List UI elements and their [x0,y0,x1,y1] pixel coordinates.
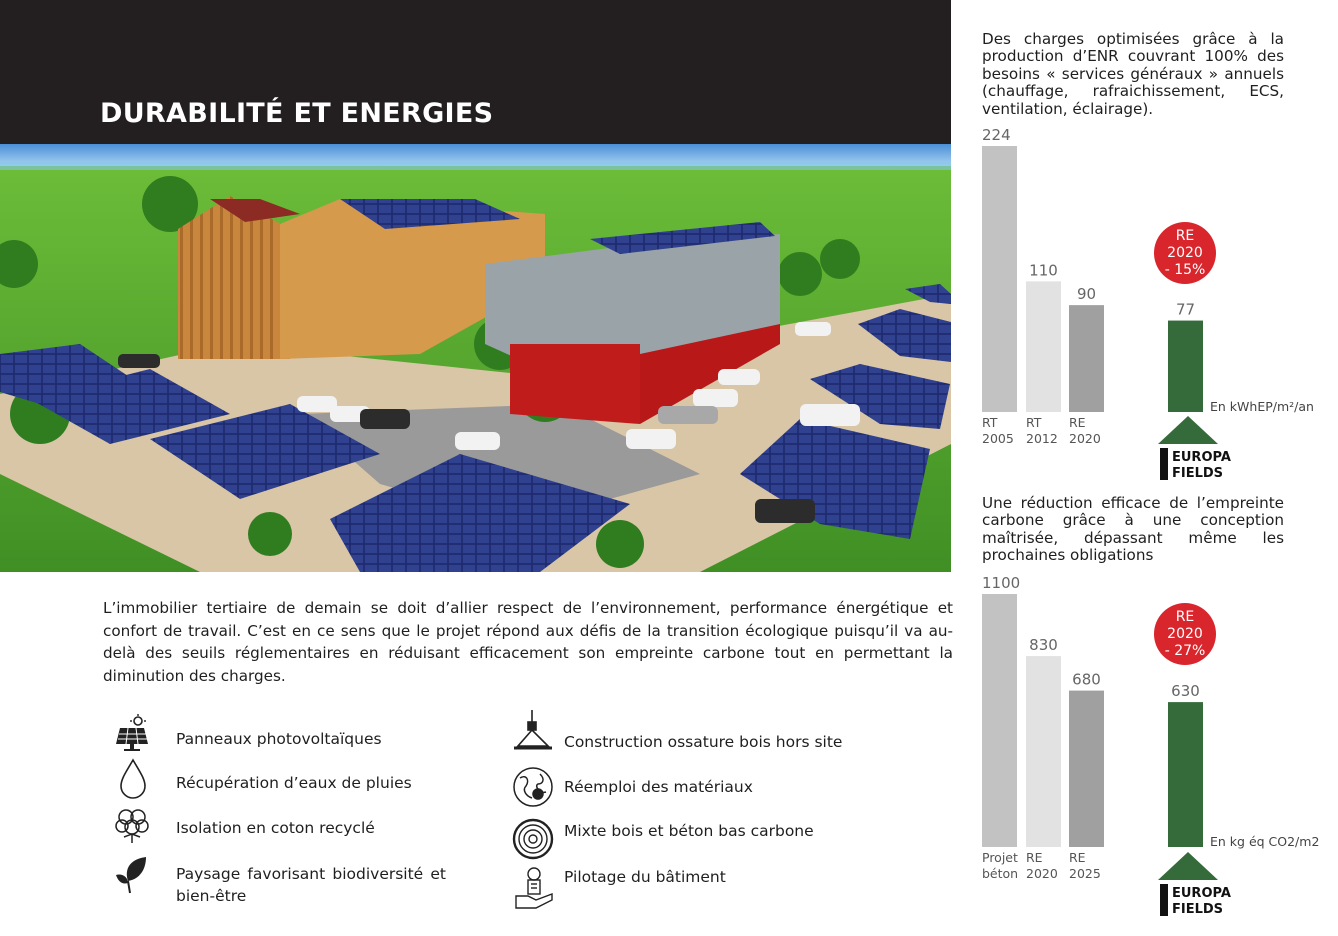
badge-text: 2020 [1167,245,1203,261]
logo-triangle [1158,852,1218,880]
bar-value-label: 830 [1029,636,1058,655]
energy-chart-svg [970,122,1338,494]
logo-wood-block [1160,448,1168,480]
feature-label: Isolation en coton recyclé [176,819,375,837]
category-label: 2020 [1026,866,1058,881]
feature-label: Paysage favorisant biodiversité et bien-être [176,865,446,905]
energy-chart-description: Des charges optimisées grâce à la production d’ENR couvrant 100% des besoins « services généraux » annuels (chauffage, rafraichissement, ECS, ventilation, éclairage). [982,30,1284,118]
europa-fields-logo [1158,416,1231,481]
feature-label: Pilotage du bâtiment [564,868,726,886]
badge-text: RE [1175,609,1195,625]
cotton-icon [110,803,152,845]
bar-value-label: 224 [982,126,1011,144]
bar-value-label: 680 [1072,670,1101,689]
building-control-icon [512,866,554,908]
campus-aerial-illustration [0,144,951,572]
intro-paragraph: L’immobilier tertiaire de demain se doit d’allier respect de l’environnement, performance énergétique et confort de travail. C’est en ce sens que le projet répond aux défis de la transition écologique puisqu’il va au-delà des seuils réglementaires en réduisant efficacement son empreinte carbone tout en permettant la diminution des charges. [103,599,953,685]
unit-label: En kg éq CO2/m2 [1210,834,1320,849]
category-label: 2012 [1026,431,1058,446]
logo-text: EUROPA [1172,450,1231,465]
logo-triangle [1158,416,1218,444]
hero-illustration [0,144,951,572]
carbon-chart [970,568,1338,936]
bar-1 [1026,656,1061,847]
bar-value-label: 110 [1029,261,1058,280]
carbon-chart-description: Une réduction efficace de l’empreinte carbone grâce à une conception maîtrisée, dépassant même les prochaines obligations [982,494,1284,565]
carbon-chart-svg [970,568,1338,936]
category-label: Projet [982,850,1018,865]
water-drop-icon [110,758,152,800]
logo-text: FIELDS [1172,466,1224,481]
bar-1 [1026,281,1061,412]
bar-0 [982,146,1017,412]
category-label: béton [982,866,1019,881]
leaf-plant-icon [110,855,152,897]
bar-2 [1069,305,1104,412]
badge-text: 2020 [1167,626,1203,642]
bar-3 [1168,702,1203,847]
feature-label: Réemploi des matériaux [564,778,753,796]
category-label: RE [1026,850,1043,865]
logo-text: FIELDS [1172,902,1224,917]
badge-text: - 15% [1164,262,1206,278]
bar-value-label: 1100 [982,574,1021,592]
bar-value-label: 77 [1175,300,1196,319]
crane-hook-icon [512,710,554,752]
bar-3 [1168,321,1203,412]
badge-text: RE [1175,228,1195,244]
logo-text: EUROPA [1172,886,1231,901]
category-label: RE [1069,850,1086,865]
feature-label: Récupération d’eaux de pluies [176,774,412,792]
category-label: RT [982,415,998,430]
feature-label: Mixte bois et béton bas carbone [564,822,814,840]
feature-label: Construction ossature bois hors site [564,733,843,751]
category-label: 2025 [1069,866,1101,881]
category-label: 2005 [982,431,1014,446]
bar-value-label: 90 [1076,285,1097,304]
europa-fields-logo [1158,852,1231,917]
badge-text: - 27% [1164,643,1206,659]
category-label: RE [1069,415,1086,430]
page-title: DURABILITÉ ET ENERGIES [100,98,494,129]
energy-chart [970,122,1338,494]
wood-log-icon [512,818,554,860]
category-label: 2020 [1069,431,1101,446]
bar-2 [1069,691,1104,847]
recycle-globe-icon [512,766,554,808]
unit-label: En kWhEP/m²/an [1210,399,1314,414]
bar-value-label: 630 [1171,682,1200,701]
solar-panel-icon [110,714,152,756]
feature-label: Panneaux photovoltaïques [176,730,382,748]
bar-0 [982,594,1017,847]
logo-wood-block [1160,884,1168,916]
category-label: RT [1026,415,1042,430]
